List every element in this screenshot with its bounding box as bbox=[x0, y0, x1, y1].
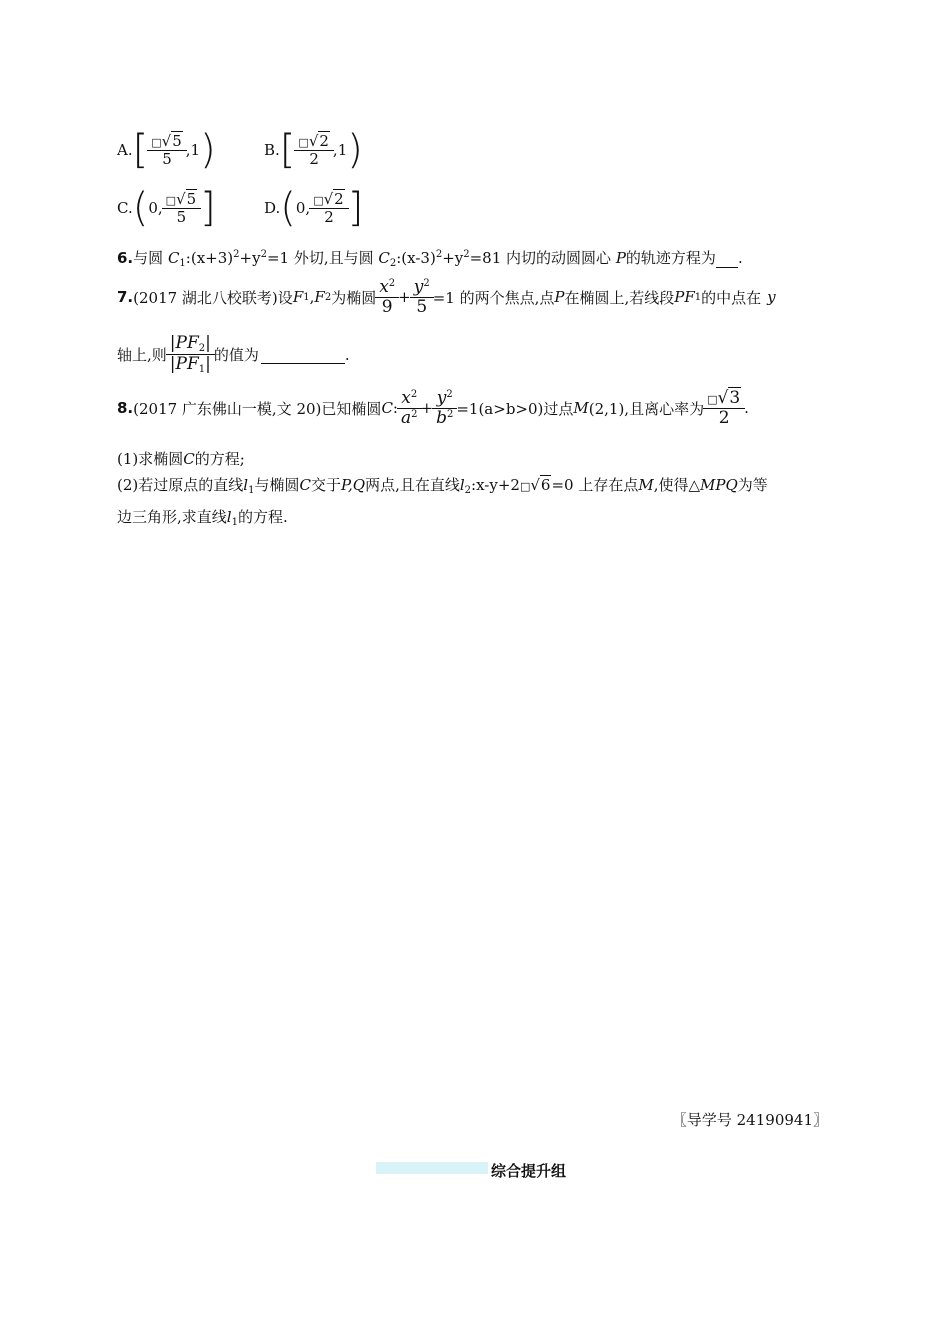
right-bracket: ] bbox=[200, 185, 216, 231]
fraction-y2-over-b2: $\frac{y^2}{b^2}$ bbox=[434, 389, 455, 427]
question-number: 7. bbox=[117, 288, 134, 307]
question-7: 7. (2017 湖北八校联考) 设 F 1 , F 2 为椭圆 $\frac{x^2}{9}$ + $\frac{y^2}{5}$ =1 的两个焦点,点 P 在椭圆上,若线段 PF 1 的中点在 y bbox=[117, 277, 776, 317]
question-number: 6. bbox=[117, 249, 134, 267]
left-paren: ( bbox=[280, 185, 296, 231]
fraction-sqrt5-over-5: $\frac{□√5}{5}$ bbox=[164, 191, 200, 225]
answer-blank[interactable] bbox=[716, 249, 738, 268]
radicand: 2 bbox=[319, 132, 329, 150]
left-paren: ( bbox=[132, 185, 149, 231]
section-title: 综合提升组 bbox=[491, 1162, 567, 1180]
source: (2017 湖北八校联考) bbox=[133, 288, 278, 307]
question-8: 8. (2017 广东佛山一模,文 20) 已知椭圆 C : $\frac{x^2}{a^2}$ + $\frac{y^2}{b^2}$ =1(a>b>0)过点 M (2,1),且离心率为 $\frac{□√3}{2}$ . bbox=[117, 388, 749, 428]
section-highlight bbox=[376, 1162, 488, 1174]
fraction-sqrt2-over-2: $\frac{□√2}{2}$ bbox=[296, 133, 332, 167]
option-c-label: C. bbox=[117, 199, 133, 217]
option-a-label: A. bbox=[117, 141, 133, 159]
option-c-left: 0 bbox=[148, 199, 158, 217]
option-b-label: B. bbox=[264, 141, 280, 159]
denominator: 2 bbox=[309, 208, 349, 226]
question-8-part-2: (2)若过原点的直线$l_1$与椭圆C交于P,Q两点,且在直线$l_2:x-y+2□√6=0$ 上存在点M,使得△MPQ为等 bbox=[117, 476, 768, 496]
fraction-y2-over-5: $\frac{y^2}{5}$ bbox=[412, 278, 432, 316]
question-8-part-2-cont: 边三角形,求直线$l_1$的方程. bbox=[117, 508, 288, 528]
right-paren: ) bbox=[347, 127, 363, 173]
fraction-x2-over-a2: $\frac{x^2}{a^2}$ bbox=[399, 389, 420, 427]
fraction-pf2-over-pf1: $\frac{|PF_2|}{|PF_1|}$ bbox=[168, 334, 213, 375]
right-bracket: ] bbox=[347, 185, 364, 231]
fraction-x2-over-9: $\frac{x^2}{9}$ bbox=[377, 278, 397, 316]
radicand: 5 bbox=[172, 132, 182, 150]
fraction-sqrt2-over-2: $\frac{□√2}{2}$ bbox=[311, 191, 347, 225]
right-paren: ) bbox=[200, 127, 216, 173]
option-b: B. [ $\frac{□√2}{2}$ , 1 ) bbox=[264, 127, 363, 173]
answer-blank[interactable] bbox=[261, 345, 345, 364]
source: (2017 广东佛山一模,文 20) bbox=[133, 399, 322, 418]
denominator: 5 bbox=[147, 150, 187, 168]
left-bracket: [ bbox=[279, 127, 296, 173]
option-d-left: 0 bbox=[295, 199, 306, 217]
denominator: 5 bbox=[162, 208, 202, 226]
question-6: 6.与圆 $C_1:(x+3)^2+y^2=1$ 外切,且与圆 $C_2:(x-3)^2+y^2=81$ 内切的动圆圆心 P的轨迹方程为 . bbox=[117, 249, 743, 269]
question-7-line-2: 轴上,则 $\frac{|PF_2|}{|PF_1|}$ 的值为 . bbox=[117, 333, 350, 375]
option-c: C. ( 0 , $\frac{□√5}{5}$ ] bbox=[117, 185, 216, 231]
option-a: A. [ $\frac{□√5}{5}$ , 1 ) bbox=[117, 127, 216, 173]
fraction-sqrt3-over-2: $\frac{□√3}{2}$ bbox=[705, 389, 743, 427]
option-d-label: D. bbox=[264, 199, 281, 217]
radicand: 2 bbox=[334, 190, 344, 208]
question-number: 8. bbox=[117, 399, 134, 418]
radicand: 5 bbox=[186, 190, 197, 208]
denominator: 2 bbox=[294, 150, 334, 168]
question-8-part-1: (1)求椭圆C的方程; bbox=[117, 450, 245, 468]
option-d: D. ( 0 , $\frac{□√2}{2}$ ] bbox=[264, 185, 364, 231]
option-b-right: 1 bbox=[337, 141, 348, 159]
option-a-right: 1 bbox=[190, 141, 201, 159]
reference-number: 〖导学号 24190941〗 bbox=[671, 1111, 828, 1129]
left-bracket: [ bbox=[132, 127, 149, 173]
fraction-sqrt5-over-5: $\frac{□√5}{5}$ bbox=[149, 133, 185, 167]
